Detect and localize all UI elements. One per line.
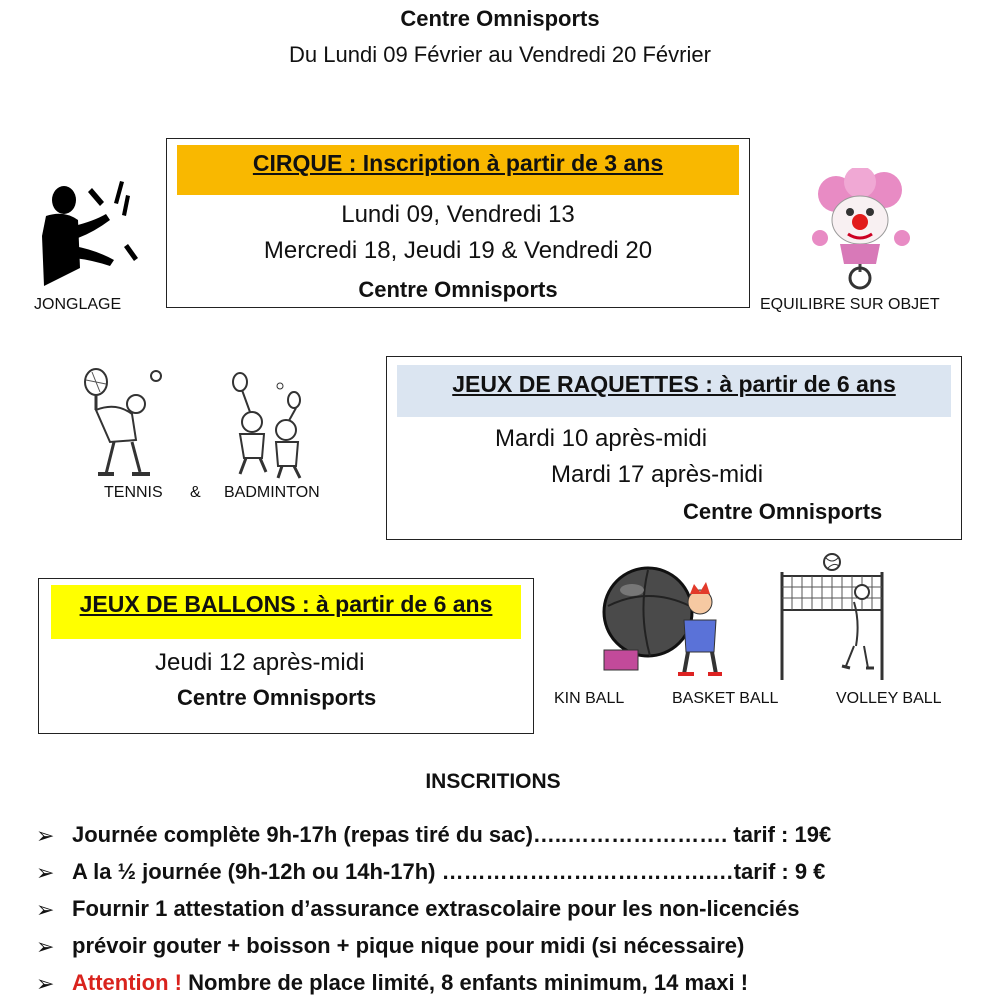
raquettes-date-1: Mardi 10 après-midi [495, 425, 708, 452]
item-attestation: Fournir 1 attestation d’assurance extrascolaire pour les non-licenciés [72, 896, 800, 921]
cirque-place: Centre Omnisports [358, 277, 558, 302]
clown-unicycle-icon [806, 168, 916, 290]
list-item [36, 822, 986, 859]
page-title: Centre Omnisports [400, 6, 600, 31]
list-item [36, 970, 986, 1007]
caption-tennis: TENNIS [104, 484, 163, 501]
juggler-icon [34, 176, 144, 294]
item-gouter: prévoir gouter + boisson + pique nique pour midi (si nécessaire) [72, 933, 745, 958]
ballons-date: Jeudi 12 après-midi [155, 649, 365, 676]
inscriptions-list [36, 822, 986, 1007]
cirque-heading: CIRQUE : Inscription à partir de 3 ans [177, 145, 739, 195]
item-demi-journee: A la ½ journée (9h-12h ou 14h-17h) ……………………………….…tarif : 9 € [72, 859, 826, 884]
cirque-box [166, 138, 750, 308]
caption-volleyball: VOLLEY BALL [836, 690, 942, 707]
item-journee-complete: Journée complète 9h-17h (repas tiré du sac)…..…………………. tarif : 19€ [72, 822, 832, 847]
arrow-bullet-icon: ➢ [36, 823, 55, 848]
arrow-bullet-icon: ➢ [36, 897, 55, 922]
list-item [36, 859, 986, 896]
raquettes-place: Centre Omnisports [683, 499, 883, 524]
ballons-place: Centre Omnisports [177, 685, 377, 710]
caption-kinball: KIN BALL [554, 690, 625, 707]
raquettes-heading: JEUX DE RAQUETTES : à partir de 6 ans [397, 365, 951, 417]
ballons-heading: JEUX DE BALLONS : à partir de 6 ans [51, 585, 521, 639]
raquettes-date-2: Mardi 17 après-midi [551, 461, 764, 488]
caption-badminton: BADMINTON [224, 484, 320, 501]
list-item [36, 896, 986, 933]
attention-text: Nombre de place limité, 8 enfants minimum, 14 maxi ! [181, 970, 749, 995]
caption-ampersand: & [190, 484, 201, 501]
kinball-basketball-icon [598, 566, 724, 680]
badminton-players-icon [226, 370, 316, 480]
attention-word: Attention ! [72, 970, 182, 995]
caption-basketball: BASKET BALL [672, 690, 779, 707]
date-range: Du Lundi 09 Février au Vendredi 20 Février [289, 42, 711, 67]
list-item [36, 933, 986, 970]
cirque-dates-2: Mercredi 18, Jeudi 19 & Vendredi 20 [263, 237, 653, 264]
inscriptions-title: INSCRITIONS [425, 770, 561, 793]
arrow-bullet-icon: ➢ [36, 860, 55, 885]
cirque-dates-1: Lundi 09, Vendredi 13 [341, 201, 575, 228]
volleyball-net-icon [776, 552, 888, 684]
raquettes-box [386, 356, 962, 540]
caption-equilibre: EQUILIBRE SUR OBJET [760, 296, 940, 313]
ballons-box [38, 578, 534, 734]
arrow-bullet-icon: ➢ [36, 934, 55, 959]
arrow-bullet-icon: ➢ [36, 971, 55, 996]
item-attention [72, 970, 748, 996]
caption-jonglage: JONGLAGE [34, 296, 122, 313]
tennis-player-icon [66, 366, 170, 480]
